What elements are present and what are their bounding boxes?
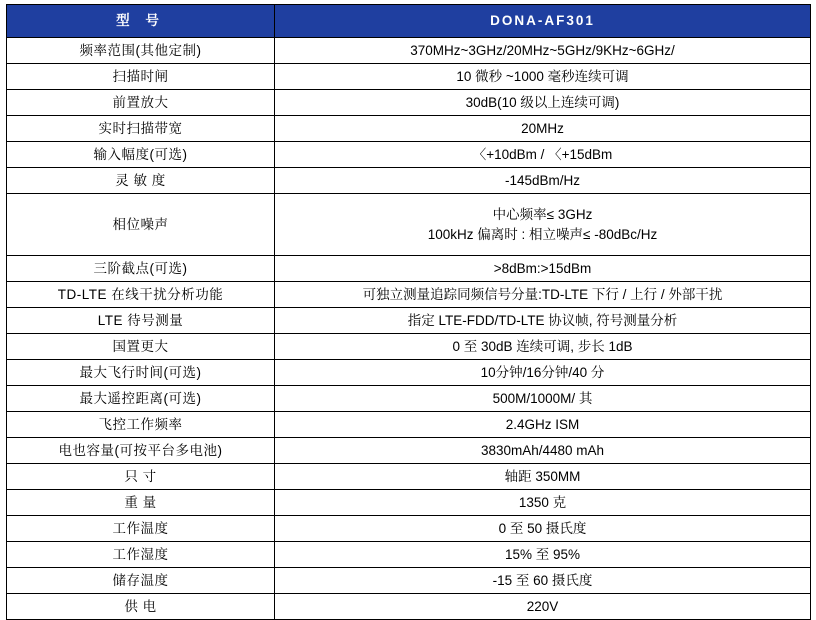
spec-value-cell: 0 至 30dB 连续可调, 步长 1dB <box>275 334 811 360</box>
table-row <box>7 438 811 464</box>
spec-label-cell: 电也容量(可按平台多电池) <box>7 438 275 464</box>
spec-label-cell: 灵 敏 度 <box>7 168 275 194</box>
spec-label-cell: 输入幅度(可选) <box>7 142 275 168</box>
spec-value-cell: 1350 克 <box>275 490 811 516</box>
spec-label-cell: 相位噪声 <box>7 194 275 256</box>
spec-label-cell: 重 量 <box>7 490 275 516</box>
spec-label-cell: 最大飞行时间(可选) <box>7 360 275 386</box>
spec-label-cell: 前置放大 <box>7 90 275 116</box>
spec-label-cell: 飞控工作频率 <box>7 412 275 438</box>
spec-value-cell: >8dBm:>15dBm <box>275 256 811 282</box>
spec-value-cell: 15% 至 95% <box>275 542 811 568</box>
spec-value-cell: 轴距 350MM <box>275 464 811 490</box>
specification-table <box>6 4 811 620</box>
spec-label-cell: 频率范围(其他定制) <box>7 38 275 64</box>
table-row <box>7 386 811 412</box>
spec-value-cell: -145dBm/Hz <box>275 168 811 194</box>
spec-value-cell: 可独立测量追踪同频信号分量:TD-LTE 下行 / 上行 / 外部干扰 <box>275 282 811 308</box>
table-header <box>7 5 811 38</box>
table-row <box>7 256 811 282</box>
spec-value-cell: 20MHz <box>275 116 811 142</box>
table-row <box>7 168 811 194</box>
spec-label-cell: TD-LTE 在线干扰分析功能 <box>7 282 275 308</box>
spec-value-cell: 220V <box>275 594 811 620</box>
spec-value-cell: 370MHz~3GHz/20MHz~5GHz/9KHz~6GHz/ <box>275 38 811 64</box>
spec-value-cell <box>275 194 811 256</box>
spec-label-cell: 扫描时闸 <box>7 64 275 90</box>
table-row <box>7 542 811 568</box>
spec-value-cell: 0 至 50 摄氏度 <box>275 516 811 542</box>
header-cell-product: DONA-AF301 <box>275 5 811 38</box>
spec-label-cell: 最大遥控距离(可选) <box>7 386 275 412</box>
spec-label-cell: 储存温度 <box>7 568 275 594</box>
table-row <box>7 38 811 64</box>
spec-label-cell: 三阶截点(可选) <box>7 256 275 282</box>
table-row <box>7 568 811 594</box>
spec-value-cell: 500M/1000M/ 其 <box>275 386 811 412</box>
table-row <box>7 360 811 386</box>
spec-label-cell: 国置更大 <box>7 334 275 360</box>
table-row <box>7 116 811 142</box>
spec-value-cell: 30dB(10 级以上连续可调) <box>275 90 811 116</box>
header-cell-model: 型 号 <box>7 5 275 38</box>
spec-value-cell: 指定 LTE-FDD/TD-LTE 协议帧, 符号测量分析 <box>275 308 811 334</box>
spec-value-cell: 2.4GHz ISM <box>275 412 811 438</box>
table-row <box>7 142 811 168</box>
table-header-row <box>7 5 811 38</box>
table-row <box>7 594 811 620</box>
spec-value-cell: 10 微秒 ~1000 毫秒连续可调 <box>275 64 811 90</box>
table-row <box>7 90 811 116</box>
table-row <box>7 490 811 516</box>
table-row <box>7 194 811 256</box>
spec-value-cell: -15 至 60 摄氏度 <box>275 568 811 594</box>
spec-label-cell: 工作湿度 <box>7 542 275 568</box>
spec-value-line: 100kHz 偏离时 : 相立噪声≤ -80dBc/Hz <box>427 226 658 242</box>
spec-label-cell: LTE 待号测量 <box>7 308 275 334</box>
spec-label-cell: 实时扫描带宽 <box>7 116 275 142</box>
table-body <box>7 38 811 620</box>
table-row <box>7 412 811 438</box>
spec-value-line: 中心频率≤ 3GHz <box>492 206 593 222</box>
table-row <box>7 516 811 542</box>
spec-value-cell: 3830mAh/4480 mAh <box>275 438 811 464</box>
spec-label-cell: 工作温度 <box>7 516 275 542</box>
spec-value-cell: 〈+10dBm / 〈+15dBm <box>275 142 811 168</box>
spec-label-cell: 只 寸 <box>7 464 275 490</box>
table-row <box>7 282 811 308</box>
table-row <box>7 334 811 360</box>
spec-value-cell: 10分钟/16分钟/40 分 <box>275 360 811 386</box>
table-row <box>7 308 811 334</box>
spec-label-cell: 供 电 <box>7 594 275 620</box>
table-row <box>7 464 811 490</box>
table-row <box>7 64 811 90</box>
